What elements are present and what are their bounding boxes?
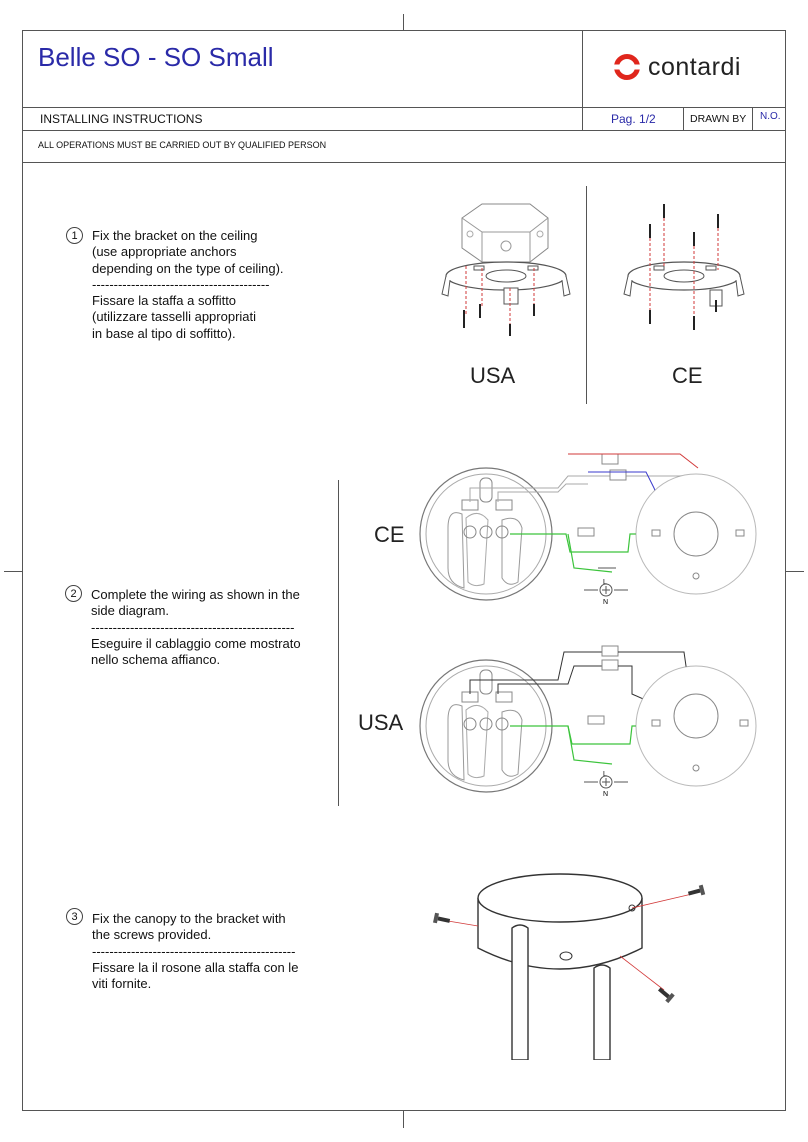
header-vdivider-1 xyxy=(582,30,583,130)
brand-logo xyxy=(612,52,741,82)
wiring-usa-line-label: L xyxy=(603,771,607,778)
drawn-by-label: DRAWN BY xyxy=(690,113,747,125)
wiring-usa-neutral-label: N xyxy=(603,791,609,798)
step-1-text: Fix the bracket on the ceiling (use appropriate anchors depending on the type of ceiling). ----------------------------------------- Fissare la staffa a soffitto (utilizzare tasselli appropriati in base al tipo di soffitto). xyxy=(92,228,284,341)
bracket-ce-diagram xyxy=(618,196,748,336)
bracket-ce-label: CE xyxy=(672,363,703,388)
section-title: INSTALLING INSTRUCTIONS xyxy=(40,112,203,126)
wiring-ce-neutral-label: N xyxy=(603,599,609,606)
wiring-usa-diagram xyxy=(418,640,772,800)
crop-mark-top xyxy=(403,14,404,30)
page-title: Belle SO - SO Small xyxy=(38,42,274,72)
crop-mark-left xyxy=(4,571,22,572)
bracket-usa-label: USA xyxy=(470,363,516,388)
crop-mark-bottom xyxy=(403,1111,404,1128)
header-divider-2 xyxy=(22,130,786,131)
step-2-text: Complete the wiring as shown in the side diagram. ----------------------------------------------- Eseguire il cablaggio come mostrato nello schema affianco. xyxy=(91,587,301,668)
header-divider-1 xyxy=(22,107,786,108)
crop-mark-right xyxy=(786,571,804,572)
step-3-number: 3 xyxy=(66,908,83,925)
header-vdivider-2 xyxy=(683,107,684,130)
step-3-text: Fix the canopy to the bracket with the screws provided. ----------------------------------------------- Fissare la il rosone alla staffa con le viti fornite. xyxy=(92,911,299,992)
step-1-number: 1 xyxy=(66,227,83,244)
wiring-ce-diagram xyxy=(418,448,772,608)
wiring-ce-label: CE xyxy=(374,522,405,547)
wiring-ce-line-label: L xyxy=(603,579,607,586)
drawn-by-value: N.O. xyxy=(760,111,781,122)
safety-notice: ALL OPERATIONS MUST BE CARRIED OUT BY QUALIFIED PERSON xyxy=(38,140,327,150)
step-2-number: 2 xyxy=(65,585,82,602)
page-number: Pag. 1/2 xyxy=(611,112,656,126)
step-2-divider xyxy=(338,480,339,806)
step-1-divider xyxy=(586,186,587,404)
header-divider-3 xyxy=(22,162,786,163)
header-vdivider-3 xyxy=(752,107,753,130)
brand-ring-icon xyxy=(612,52,642,82)
wiring-usa-label: USA xyxy=(358,710,404,735)
bracket-usa-diagram xyxy=(430,196,580,341)
brand-name: contardi xyxy=(648,52,741,81)
canopy-diagram xyxy=(420,860,740,1060)
